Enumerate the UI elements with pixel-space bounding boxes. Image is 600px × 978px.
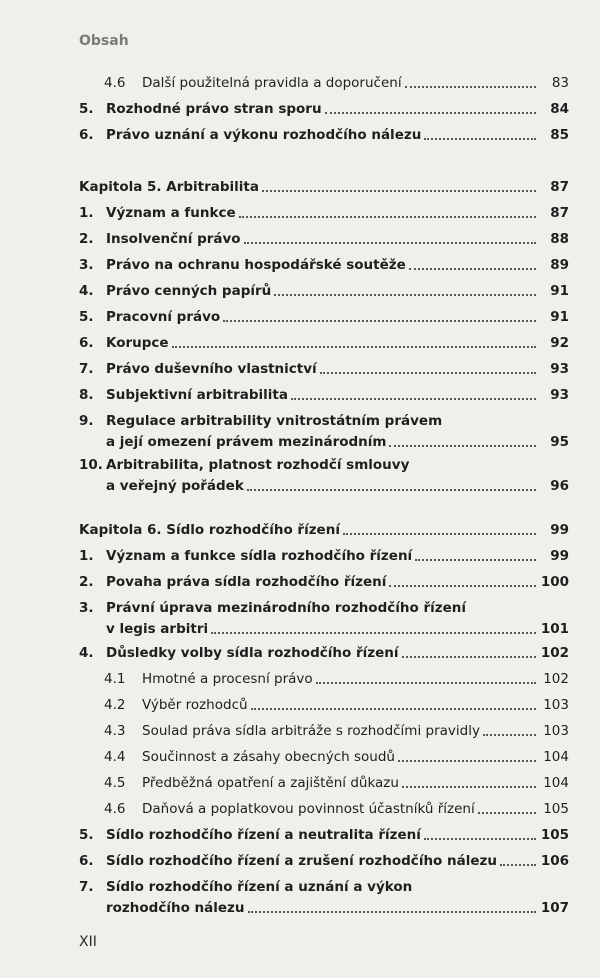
toc-entry-number: 9. [79,413,94,429]
toc-subsection[interactable] [79,695,569,716]
dot-leader [316,682,536,684]
dot-leader [343,533,536,535]
dot-leader [211,632,536,634]
toc-entry-number: 4. [79,645,94,661]
toc-entry-number: 6. [79,335,94,351]
toc-entry-title: Povaha práva sídla rozhodčího řízení [106,574,387,590]
toc-subsection[interactable] [79,73,569,94]
toc-subsection[interactable] [79,799,569,820]
toc-entry-number: 4.3 [104,723,126,739]
toc-section[interactable] [79,825,569,846]
toc-entry-title: Soulad práva sídla arbitráže s rozhodčími pravidly [142,723,480,739]
toc-section[interactable] [79,643,569,664]
toc-page-number: 83 [551,75,569,91]
toc-entry-number: 7. [79,361,94,377]
toc-section[interactable] [79,307,569,328]
toc-subsection[interactable] [79,669,569,690]
toc-entry-title: Hmotné a procesní právo [142,671,313,687]
toc-section[interactable] [79,546,569,567]
dot-leader [244,242,536,244]
dot-leader [424,838,536,840]
toc-section[interactable] [79,411,569,453]
toc-entry-number: 3. [79,257,94,273]
toc-page-number: 105 [543,801,569,817]
toc-page-number: 104 [543,749,569,765]
toc-page-number: 99 [550,522,569,538]
toc-entry-number: 10. [79,457,103,473]
toc-entry-title: Sídlo rozhodčího řízení a uznání a výkon [106,879,413,895]
toc-page-number: 89 [550,257,569,273]
toc-page-number: 87 [550,179,569,195]
toc-page-number: 105 [540,827,569,843]
dot-leader [478,812,536,814]
toc-entry-number: 1. [79,548,94,564]
toc-entry-title: Součinnost a zásahy obecných soudů [142,749,395,765]
toc-entry-number: 4.5 [104,775,126,791]
toc-entry-title: Daňová a poplatkovou povinnost účastníků řízení [142,801,475,817]
toc-entry-number: 5. [79,827,94,843]
toc-entry-title: Právní úprava mezinárodního rozhodčího řízení [106,600,466,616]
dot-leader [402,656,537,658]
toc-entry-title: rozhodčího nálezu [106,900,245,916]
dot-leader [251,708,536,710]
dot-leader [291,398,536,400]
toc-section[interactable] [79,877,569,919]
toc-entry-title: Kapitola 6. Sídlo rozhodčího řízení [79,522,340,538]
toc-section[interactable] [79,851,569,872]
toc-entry-title: Kapitola 5. Arbitrabilita [79,179,259,195]
toc-entry-title: Právo na ochranu hospodářské soutěže [106,257,406,273]
toc-entry-title: Právo cenných papírů [106,283,272,299]
dot-leader [389,585,536,587]
toc-subsection[interactable] [79,747,569,768]
toc-page-number: 88 [550,231,569,247]
toc-entry-number: 4. [79,283,94,299]
toc-section[interactable] [79,203,569,224]
toc-entry-title: Význam a funkce sídla rozhodčího řízení [106,548,413,564]
toc-page-number: 102 [540,645,569,661]
toc-page-number: 91 [550,309,569,325]
toc-entry-number: 6. [79,853,94,869]
toc-entry-title: Důsledky volby sídla rozhodčího řízení [106,645,399,661]
dot-leader [405,86,536,88]
toc-entry-number: 2. [79,231,94,247]
dot-leader [424,138,536,140]
toc-page-number: 101 [540,621,569,637]
dot-leader [415,559,536,561]
toc-entry-title: Insolvenční právo [106,231,241,247]
toc-entry-title: Význam a funkce [106,205,236,221]
toc-section[interactable] [79,333,569,354]
dot-leader [262,190,536,192]
toc-section[interactable] [79,572,569,593]
dot-leader [172,346,536,348]
toc-page-number: 104 [543,775,569,791]
toc-section[interactable] [79,99,569,120]
toc-entry-title: Předběžná opatření a zajištění důkazu [142,775,399,791]
toc-entry-number: 4.1 [104,671,126,687]
dot-leader [389,445,536,447]
toc-entry-title: Korupce [106,335,169,351]
toc-subsection[interactable] [79,773,569,794]
toc-entry-title: Arbitrabilita, platnost rozhodčí smlouvy [106,457,410,473]
page-number: XII [79,934,97,950]
dot-leader [274,294,536,296]
toc-entry-number: 4.2 [104,697,126,713]
toc-section[interactable] [79,255,569,276]
toc-section[interactable] [79,598,569,640]
toc-entry-number: 4.4 [104,749,126,765]
toc-entry-number: 3. [79,600,94,616]
toc-page-number: 93 [550,387,569,403]
toc-entry-title: a její omezení právem mezinárodním [106,434,387,450]
toc-section[interactable] [79,229,569,250]
toc-page-number: 91 [550,283,569,299]
toc-entry-title: Pracovní právo [106,309,221,325]
running-header: Obsah [79,33,129,49]
toc-entry-title: Subjektivní arbitrabilita [106,387,288,403]
toc-page-number: 107 [540,900,569,916]
dot-leader [247,489,536,491]
toc-entry-title: Sídlo rozhodčího řízení a neutralita řízení [106,827,421,843]
toc-entry-title: v legis arbitri [106,621,209,637]
dot-leader [483,734,536,736]
toc-page-number: 96 [550,478,569,494]
toc-chapter[interactable] [79,520,569,541]
toc-section[interactable] [79,359,569,380]
toc-entry-number: 7. [79,879,94,895]
dot-leader [409,268,536,270]
dot-leader [398,760,536,762]
toc-entry-title: Rozhodné právo stran sporu [106,101,322,117]
toc-entry-number: 4.6 [104,801,126,817]
toc-page-number: 102 [543,671,569,687]
toc-entry-title: a veřejný pořádek [106,478,244,494]
dot-leader [402,786,536,788]
toc-section[interactable] [79,385,569,406]
toc-page-number: 99 [550,548,569,564]
toc-chapter[interactable] [79,177,569,198]
toc-page-number: 100 [540,574,569,590]
toc-entry-number: 1. [79,205,94,221]
toc-page-number: 106 [540,853,569,869]
toc-entry-number: 5. [79,309,94,325]
toc-section[interactable] [79,281,569,302]
dot-leader [320,372,536,374]
toc-entry-number: 8. [79,387,94,403]
toc-page-number: 93 [550,361,569,377]
toc-entry-title: Právo uznání a výkonu rozhodčího nálezu [106,127,422,143]
toc-section[interactable] [79,125,569,146]
toc-entry-title: Právo duševního vlastnictví [106,361,317,377]
toc-entry-number: 2. [79,574,94,590]
dot-leader [248,911,536,913]
toc-page-number: 103 [543,697,569,713]
toc-page-number: 87 [550,205,569,221]
toc-page-number: 103 [543,723,569,739]
toc-page-number: 84 [550,101,569,117]
toc-entry-title: Sídlo rozhodčího řízení a zrušení rozhodčího nálezu [106,853,497,869]
toc-page-number: 92 [550,335,569,351]
dot-leader [239,216,536,218]
toc-entry-title: Výběr rozhodců [142,697,248,713]
toc-page-number: 85 [550,127,569,143]
toc-page-number: 95 [550,434,569,450]
toc-entry-number: 6. [79,127,94,143]
dot-leader [223,320,536,322]
toc-section[interactable] [79,455,569,497]
toc-subsection[interactable] [79,721,569,742]
toc-entry-title: Další použitelná pravidla a doporučení [142,75,402,91]
dot-leader [325,112,536,114]
toc-entry-number: 5. [79,101,94,117]
toc-entry-number: 4.6 [104,75,126,91]
toc-entry-title: Regulace arbitrability vnitrostátním právem [106,413,443,429]
dot-leader [500,864,536,866]
